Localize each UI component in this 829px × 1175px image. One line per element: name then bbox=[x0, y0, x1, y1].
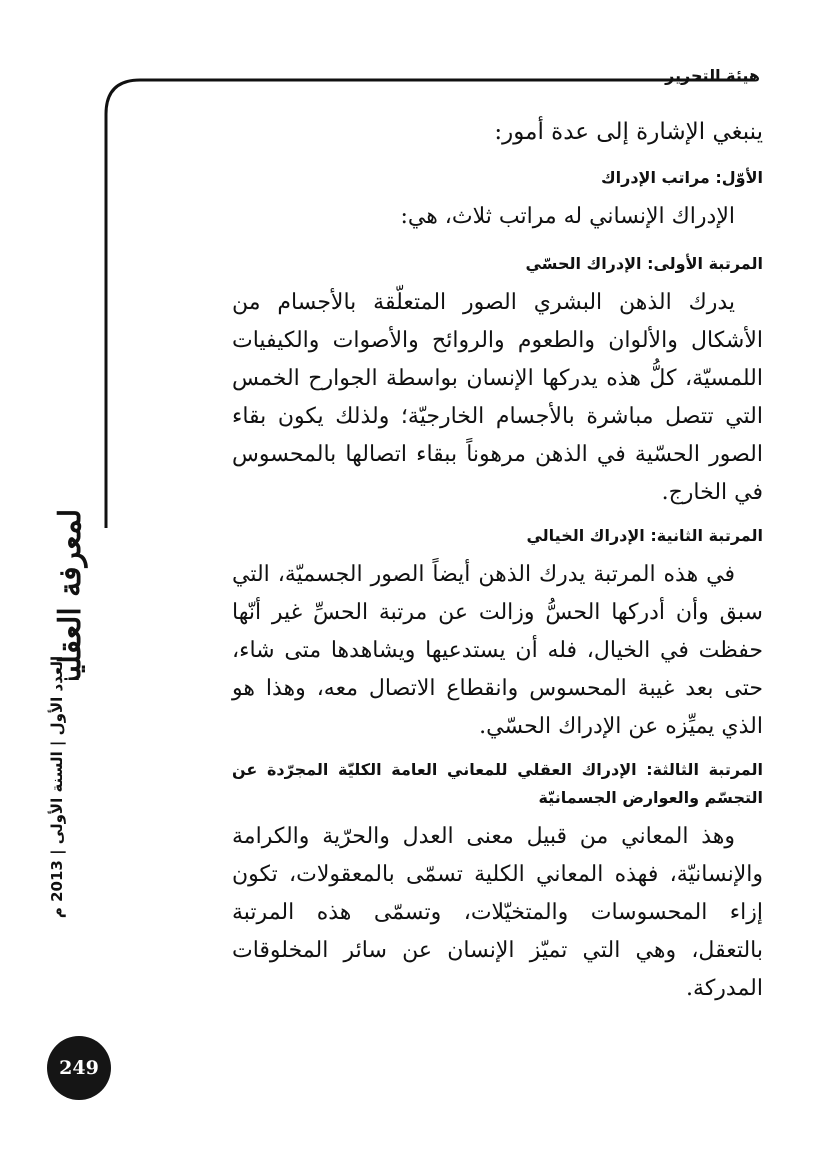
levels-intro-paragraph: الإدراك الإنساني له مراتب ثلاث، هي: bbox=[400, 204, 735, 229]
article-body bbox=[232, 112, 763, 1008]
page-number: 249 bbox=[59, 1057, 99, 1079]
imaginal-perception-paragraph: في هذه المرتبة يدرك الذهن أيضاً الصور الجسميّة، التي سبق وأن أدركها الحسُّ وزالت عن مرتبة الحسِّ غير أنّها حفظت في الخيال، فله أن يستدعيها ويشاهدها متى شاء، حتى بعد غيبة المحسوس وانقطاع الاتصال معه، وهذا هو الذي يميِّزه عن الإدراك الحسّي. bbox=[232, 562, 763, 739]
sensory-perception-paragraph: يدرك الذهن البشري الصور المتعلّقة بالأجسام من الأشكال والألوان والطعوم والروائح والأصوات والكيفيات اللمسيّة، كلُّ هذه يدركها الإنسان بواسطة الجوارح الخمس التي تتصل مباشرة بالأجسام الخارجيّة؛ ولذلك يكون بقاء الصور الحسّية في الذهن مرهوناً ببقاء اتصالها بالمحسوس في الخارج. bbox=[232, 290, 763, 505]
heading-imaginal-perception: المرتبة الثانية: الإدراك الخيالي bbox=[526, 526, 763, 545]
journal-title-text: المعرفة العقلية bbox=[53, 510, 88, 680]
page-number-badge bbox=[47, 1036, 111, 1100]
section-label: هيئة التحرير bbox=[665, 66, 760, 85]
heading-intellectual-perception: المرتبة الثالثة: الإدراك العقلي للمعاني العامة الكليّة المجرّدة عن التجسّم والعوارض الجسمانيّة bbox=[232, 760, 763, 807]
intro-paragraph: ينبغي الإشارة إلى عدة أمور: bbox=[494, 119, 763, 145]
intellectual-perception-paragraph: وهذ المعاني من قبيل معنى العدل والحرّية والكرامة والإنسانيّة، فهذه المعاني الكلية تسمّى بالمعقولات، تكون إزاء المحسوسات والمتخيّلات، وتسمّى هذه المرتبة بالتعقل، وهي التي تميّز الإنسان عن سائر المخلوقات المدركة. bbox=[232, 824, 763, 1001]
heading-levels-of-perception: الأوّل: مراتب الإدراك bbox=[600, 168, 763, 187]
issue-info-text: العدد الأول | السنة الأولى | 2013 م bbox=[48, 655, 66, 919]
heading-sensory-perception: المرتبة الأولى: الإدراك الحسّي bbox=[525, 254, 763, 273]
